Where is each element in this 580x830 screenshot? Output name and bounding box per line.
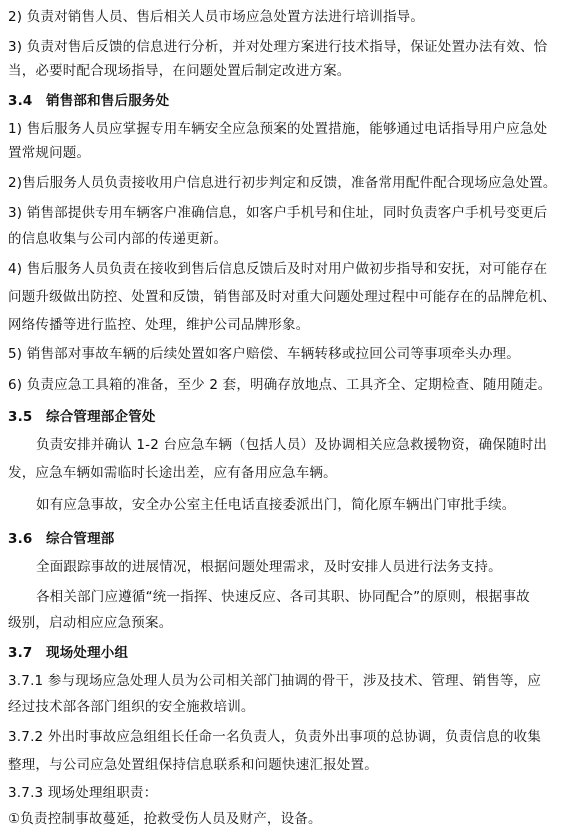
paragraph-line: 的信息收集与公司内部的传递更新。 (8, 231, 228, 247)
section-title: 销售部和售后服务处 (46, 93, 170, 109)
paragraph-line: 级别，启动相应应急预案。 (8, 615, 173, 631)
paragraph-line: 2) 负责对销售人员、售后相关人员市场应急处置方法进行培训指导。 (8, 9, 425, 25)
paragraph-line: 1) 售后服务人员应掌握专用车辆安全应急预案的处置措施，能够通过电话指导用户应急处 (8, 121, 548, 137)
paragraph-line: 2)售后服务人员负责接收用户信息进行初步判定和反馈，准备常用配件配合现场应急处置。 (8, 175, 557, 191)
section-heading-3-4 (8, 92, 576, 110)
paragraph-line: 3.7.3 现场处理组职责： (8, 785, 158, 801)
paragraph-line: 全面跟踪事故的进展情况，根据问题处理需求，及时安排人员进行法务支持。 (36, 559, 502, 575)
section-number: 3.5 (8, 409, 33, 425)
paragraph-line: 3) 销售部提供专用车辆客户准确信息，如客户手机号和住址，同时负责客户手机号变更后 (8, 205, 548, 221)
section-title: 现场处理小组 (46, 645, 129, 661)
paragraph-line: 如有应急事故，安全办公室主任电话直接委派出门，简化原车辆出门审批手续。 (36, 497, 516, 513)
paragraph-line: 经过技术部各部门组织的安全施救培训。 (8, 699, 255, 715)
section-heading-3-6 (8, 530, 576, 548)
paragraph-line: 3.7.1 参与现场应急处理人员为公司相关部门抽调的骨干，涉及技术、管理、销售等，应 (8, 673, 542, 689)
paragraph-line: 负责安排并确认 1-2 台应急车辆（包括人员）及协调相关应急救援物资，确保随时出 (36, 437, 548, 453)
paragraph-line: 5) 销售部对事故车辆的后续处置如客户赔偿、车辆转移或拉回公司等事项牵头办理。 (8, 346, 520, 362)
section-title: 综合管理部 (46, 531, 115, 547)
paragraph-line: 3) 负责对售后反馈的信息进行分析，并对处理方案进行技术指导，保证处置办法有效、恰 (8, 39, 548, 55)
paragraph-line: ①负责控制事故蔓延，抢救受伤人员及财产，设备。 (8, 811, 322, 827)
paragraph-line: 发，应急车辆如需临时长途出差，应有备用应急车辆。 (8, 465, 337, 481)
paragraph-line: 3.7.2 外出时事故应急组组长任命一名负责人，负责外出事项的总协调，负责信息的收集 (8, 729, 542, 745)
paragraph-line: 各相关部门应遵循“统一指挥、快速反应、各司其职、协同配合”的原则，根据事故 (36, 589, 530, 605)
section-number: 3.6 (8, 531, 33, 547)
section-heading-3-5 (8, 408, 576, 426)
section-number: 3.7 (8, 645, 33, 661)
paragraph-line: 6) 负责应急工具箱的准备，至少 2 套，明确存放地点、工具齐全、定期检查、随用随走。 (8, 377, 552, 393)
paragraph-line: 当，必要时配合现场指导，在问题处置后制定改进方案。 (8, 63, 351, 79)
paragraph-line: 4) 售后服务人员负责在接收到售后信息反馈后及时对用户做初步指导和安抚，对可能存在 (8, 261, 548, 277)
paragraph-line: 置常规问题。 (8, 145, 91, 161)
paragraph-line: 网络传播等进行监控、处理，维护公司品牌形象。 (8, 317, 310, 333)
paragraph-line: 整理，与公司应急处置组保持信息联系和问题快速汇报处置。 (8, 757, 378, 773)
section-title: 综合管理部企管处 (46, 409, 156, 425)
section-heading-3-7 (8, 644, 576, 662)
section-number: 3.4 (8, 93, 33, 109)
paragraph-line: 问题升级做出防控、处置和反馈，销售部及时对重大问题处理过程中可能存在的品牌危机、 (8, 289, 556, 305)
